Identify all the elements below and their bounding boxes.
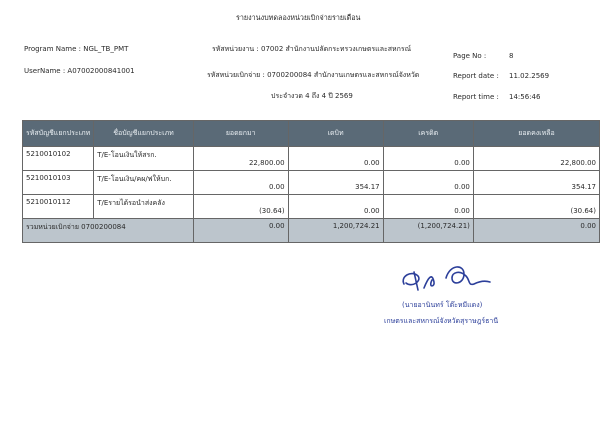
account-code: 5210010103 (23, 171, 94, 195)
credit-amount: 0.00 (383, 195, 473, 219)
account-name: T/Eรายได้รอนำส่งคลัง (94, 195, 194, 219)
account-name: T/E-โอนเงิน/คผ/ฟให้บก. (94, 171, 194, 195)
report-date-label: Report date : (453, 72, 499, 80)
program-name: Program Name : NGL_TB_PMT (24, 45, 129, 53)
total-opening: 0.00 (193, 219, 288, 243)
total-label: รวมหน่วยเบิกจ่าย 0700200084 (23, 219, 194, 243)
total-balance: 0.00 (473, 219, 599, 243)
user-name: UserName : A07002000841001 (24, 67, 135, 75)
report-time-label: Report time : (453, 93, 499, 101)
column-header-balance: ยอดคงเหลือ (473, 121, 599, 147)
report-title: รายงานงบทดลองหน่วยเบิกจ่ายรายเดือน (236, 13, 361, 22)
account-name: T/E-โอนเงินให้สรก. (94, 147, 194, 171)
report-date-value: 11.02.2569 (509, 72, 550, 80)
report-time-value: 14:56:46 (509, 93, 541, 101)
balance-amount: 22,800.00 (473, 147, 599, 171)
table-header-row (23, 121, 600, 147)
total-row (23, 219, 600, 243)
signature-scribble (398, 258, 494, 294)
signer-name: (นายอานินทร์ โต๊ะหมีแดง) (402, 301, 483, 309)
agency-line: รหัสหน่วยงาน : 07002 สำนักงานปลัดกระทรวงเกษตรและสหกรณ์ (212, 45, 412, 53)
opening-amount: 0.00 (193, 171, 288, 195)
trial-balance-table (22, 120, 600, 243)
period-line: ประจำงวด 4 ถึง 4 ปี 2569 (271, 92, 353, 100)
credit-amount: 0.00 (383, 147, 473, 171)
debit-amount: 0.00 (288, 195, 383, 219)
opening-amount: 22,800.00 (193, 147, 288, 171)
table-row (23, 147, 600, 171)
opening-amount: (30.64) (193, 195, 288, 219)
column-header-account-code: รหัสบัญชีแยกประเภท (23, 121, 94, 147)
debit-amount: 0.00 (288, 147, 383, 171)
column-header-account-name: ชื่อบัญชีแยกประเภท (94, 121, 194, 147)
page-no-label: Page No : (453, 52, 487, 60)
balance-amount: (30.64) (473, 195, 599, 219)
page-no-value: 8 (509, 52, 514, 60)
signer-title: เกษตรและสหกรณ์จังหวัดสุราษฎร์ธานี (384, 317, 499, 325)
column-header-credit: เครดิต (383, 121, 473, 147)
credit-amount: 0.00 (383, 171, 473, 195)
total-debit: 1,200,724.21 (288, 219, 383, 243)
account-code: 5210010102 (23, 147, 94, 171)
table-row (23, 195, 600, 219)
total-credit: (1,200,724.21) (383, 219, 473, 243)
table-row (23, 171, 600, 195)
column-header-opening: ยอดยกมา (193, 121, 288, 147)
account-code: 5210010112 (23, 195, 94, 219)
column-header-debit: เดบิท (288, 121, 383, 147)
disbursement-unit-line: รหัสหน่วยเบิกจ่าย : 0700200084 สำนักงานเกษตรและสหกรณ์จังหวัด (207, 71, 420, 79)
balance-amount: 354.17 (473, 171, 599, 195)
debit-amount: 354.17 (288, 171, 383, 195)
